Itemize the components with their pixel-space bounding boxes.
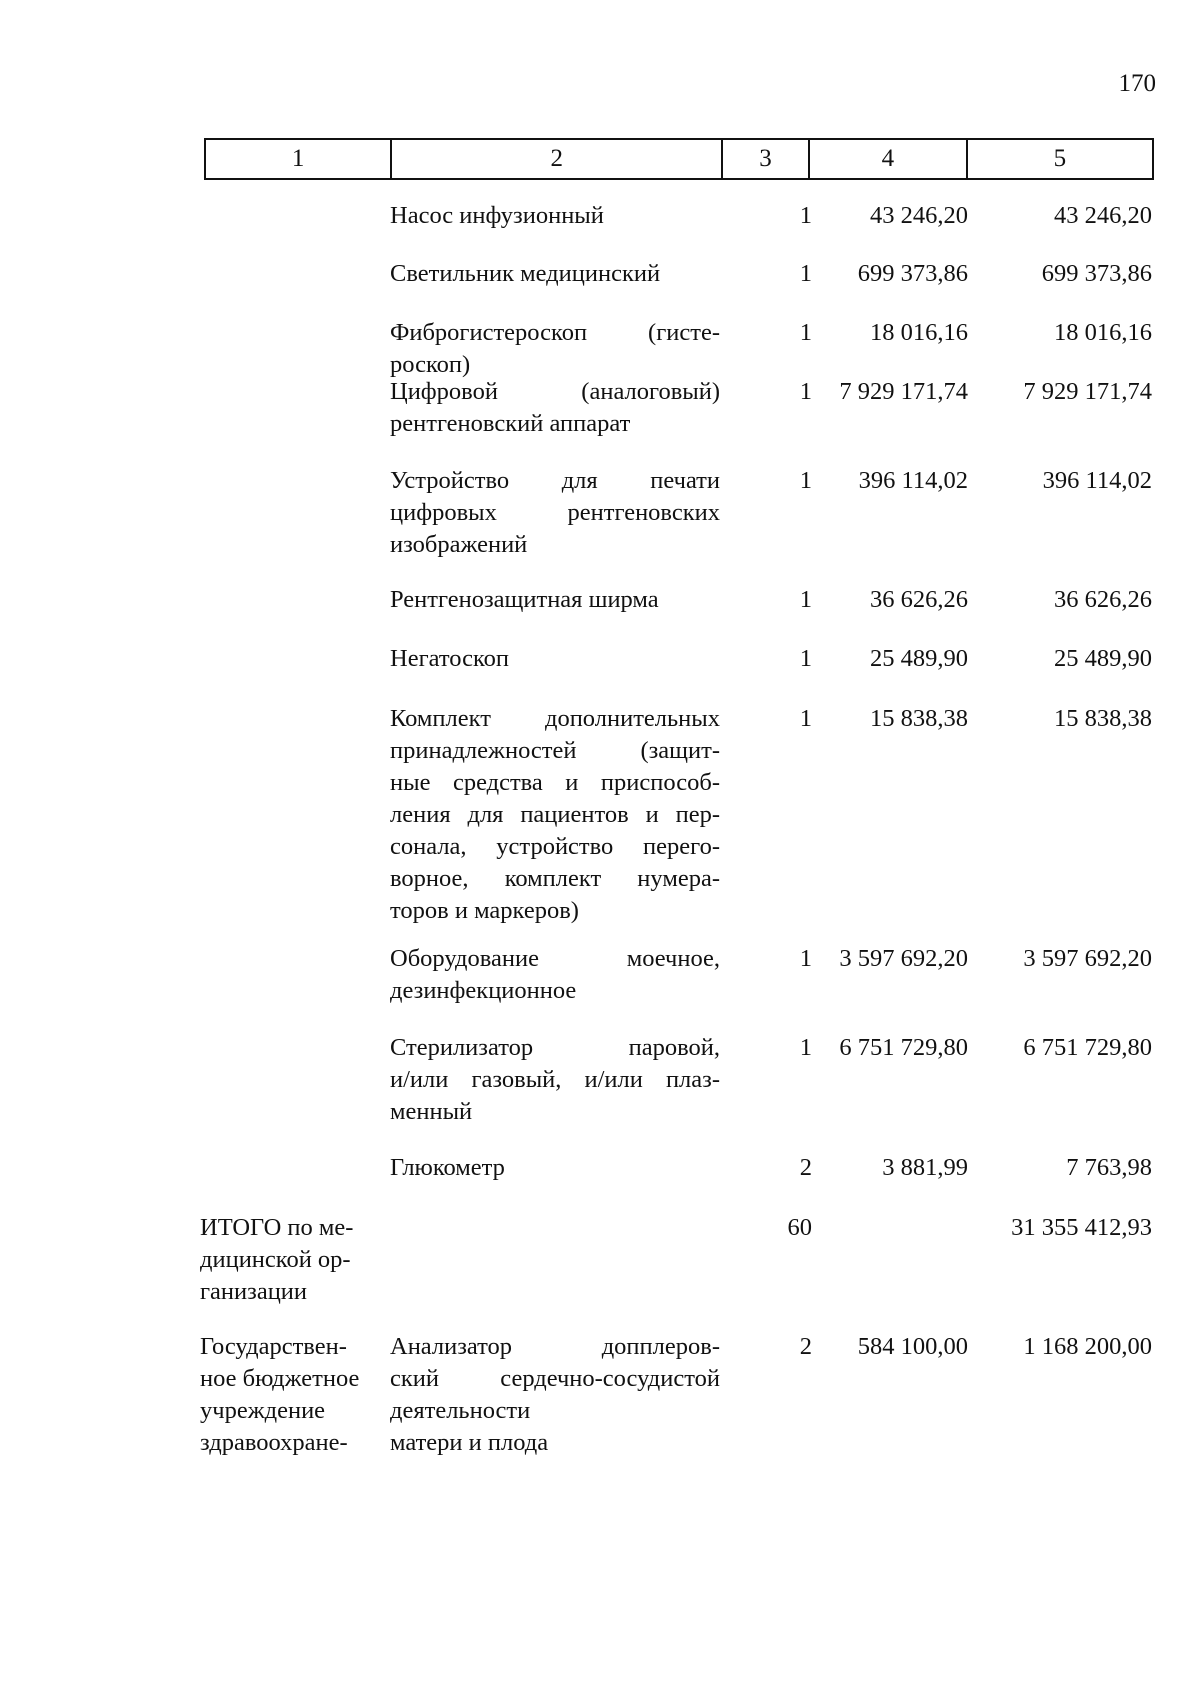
equipment-name-cell-line: Глюкометр [390,1154,505,1181]
unit-price-cell: 36 626,26 [870,586,968,613]
equipment-name-cell [390,584,720,616]
organization-cell [200,1212,392,1308]
total-cost-cell: 25 489,90 [1054,645,1152,672]
organization-cell-line: ИТОГО по ме- [200,1214,354,1241]
equipment-name-cell-line: изображений [390,531,528,558]
column-header-5: 5 [967,139,1153,179]
total-cost-cell: 699 373,86 [1041,260,1152,287]
organization-cell-line: Государствен- [200,1333,347,1360]
quantity-cell: 1 [799,586,812,613]
equipment-name-cell [390,943,720,1007]
equipment-name-cell-line: деятельности [390,1397,531,1424]
total-cost-cell: 7 763,98 [1066,1154,1152,1181]
equipment-name-cell-line: сонала, устройство перего- [390,833,720,860]
equipment-name-cell-line: матери и плода [390,1429,549,1456]
total-cost-cell: 36 626,26 [1054,586,1152,613]
organization-cell-line: учреждение [200,1397,326,1424]
organization-cell [200,1331,392,1459]
quantity-cell: 1 [799,202,812,229]
equipment-name-cell [390,1331,720,1459]
unit-price-cell: 699 373,86 [857,260,968,287]
equipment-name-cell-line: Насос инфузионный [390,202,604,229]
total-cost-cell: 15 838,38 [1054,705,1152,732]
equipment-name-cell-line: ные средства и приспособ- [390,769,720,796]
equipment-name-cell-line: Комплект дополнительных [390,705,720,732]
equipment-name-cell-line: дезинфекционное [390,977,577,1004]
equipment-name-cell-line: Цифровой (аналоговый) [390,378,720,405]
total-cost-cell: 1 168 200,00 [1023,1333,1152,1360]
equipment-name-cell-line: Анализатор допплеров- [390,1333,720,1360]
unit-price-cell: 6 751 729,80 [839,1034,968,1061]
quantity-cell: 1 [799,260,812,287]
equipment-name-cell-line: Фиброгистероскоп (гисте- [390,319,720,346]
equipment-name-cell-line: торов и маркеров) [390,897,579,924]
column-header-3: 3 [722,139,809,179]
unit-price-cell: 584 100,00 [857,1333,968,1360]
quantity-cell: 1 [799,945,812,972]
equipment-name-cell [390,317,720,381]
equipment-name-cell-line: рентгеновский аппарат [390,410,631,437]
equipment-name-cell-line: роскоп) [390,351,471,378]
equipment-name-cell [390,376,720,440]
total-cost-cell: 7 929 171,74 [1023,378,1152,405]
quantity-cell: 1 [799,319,812,346]
equipment-name-cell-line: принадлежностей (защит- [390,737,720,764]
equipment-name-cell [390,465,720,561]
column-header-1: 1 [205,139,391,179]
equipment-name-cell [390,258,720,290]
page-number: 170 [1118,70,1156,97]
unit-price-cell: 3 597 692,20 [839,945,968,972]
equipment-name-cell-line: и/или газовый, и/или плаз- [390,1066,720,1093]
column-header-4: 4 [809,139,967,179]
organization-cell-line: здравоохране- [200,1429,348,1456]
unit-price-cell: 396 114,02 [858,467,968,494]
unit-price-cell: 25 489,90 [870,645,968,672]
total-cost-cell: 3 597 692,20 [1023,945,1152,972]
quantity-cell: 60 [787,1214,812,1241]
equipment-name-cell-line: ский сердечно-сосудистой [390,1365,720,1392]
unit-price-cell: 7 929 171,74 [839,378,968,405]
column-header-table [204,138,1154,180]
equipment-name-cell-line: ворное, комплект нумера- [390,865,720,892]
total-cost-cell: 18 016,16 [1054,319,1152,346]
unit-price-cell: 15 838,38 [870,705,968,732]
quantity-cell: 1 [799,1034,812,1061]
equipment-name-cell [390,1032,720,1128]
equipment-name-cell-line: ления для пациентов и пер- [390,801,720,828]
quantity-cell: 2 [799,1333,812,1360]
equipment-name-cell-line: Рентгенозащитная ширма [390,586,659,613]
equipment-name-cell-line: Светильник медицинский [390,260,661,287]
organization-cell-line: ное бюджетное [200,1365,360,1392]
organization-cell-line: дицинской ор- [200,1246,351,1273]
equipment-name-cell-line: Устройство для печати [390,467,720,494]
quantity-cell: 1 [799,705,812,732]
equipment-name-cell [390,200,720,232]
unit-price-cell: 3 881,99 [882,1154,968,1181]
unit-price-cell: 18 016,16 [870,319,968,346]
total-cost-cell: 6 751 729,80 [1023,1034,1152,1061]
column-header-2: 2 [391,139,722,179]
equipment-name-cell [390,703,720,927]
quantity-cell: 2 [799,1154,812,1181]
equipment-name-cell-line: цифровых рентгеновских [390,499,720,526]
equipment-name-cell [390,1152,720,1184]
equipment-name-cell-line: менный [390,1098,473,1125]
total-cost-cell: 396 114,02 [1042,467,1152,494]
equipment-name-cell [390,643,720,675]
total-cost-cell: 31 355 412,93 [1011,1214,1152,1241]
total-cost-cell: 43 246,20 [1054,202,1152,229]
organization-cell-line: ганизации [200,1278,308,1305]
quantity-cell: 1 [799,378,812,405]
quantity-cell: 1 [799,645,812,672]
column-header-row [205,139,1153,179]
unit-price-cell: 43 246,20 [870,202,968,229]
equipment-name-cell-line: Стерилизатор паровой, [390,1034,720,1061]
equipment-name-cell-line: Оборудование моечное, [390,945,720,972]
quantity-cell: 1 [799,467,812,494]
equipment-name-cell-line: Негатоскоп [390,645,509,672]
